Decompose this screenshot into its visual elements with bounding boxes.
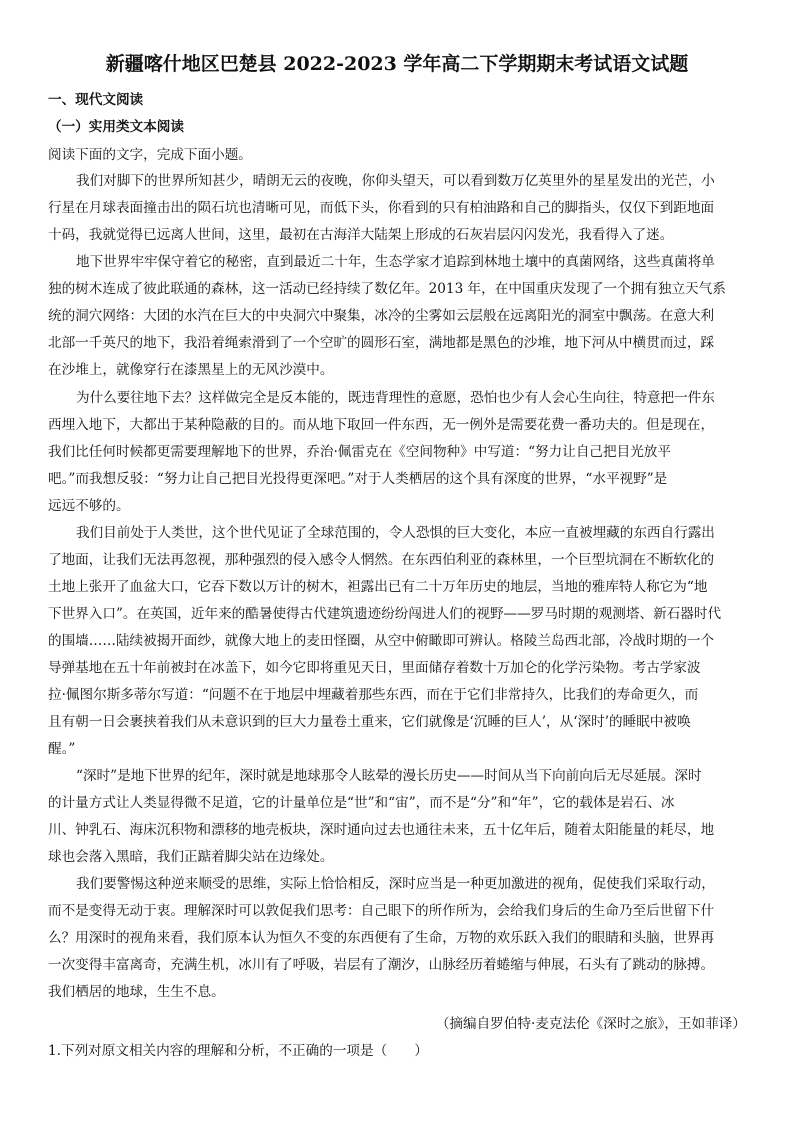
body-line: 我们目前处于人类世，这个世代见证了全球范围的，令人恐惧的巨大变化，本应一直被埋藏的东西自行露出 — [76, 525, 715, 541]
body-line: 导弹基地在五十年前被封在冰盖下，如今它即将重见天日，里面储存着数十万加仑的化学污染物。考古学家波 — [48, 660, 701, 676]
body-line: 行星在月球表面撞击出的陨石坑也清晰可见，而低下头，你看到的只有柏油路和自己的脚指头，仅仅下到距地面 — [48, 200, 715, 216]
body-line: 为什么要往地下去？这样做完全是反本能的，既违背理性的意愿，恐怕也少有人会心生向往，特意把一件东 — [76, 390, 715, 406]
body-line: 了地面，让我们无法再忽视，那种强烈的侵入感令人惘然。在东西伯利亚的森林里，一个巨型坑洞在不断软化的 — [48, 552, 715, 568]
instruction: 阅读下面的文字，完成下面小题。 — [48, 147, 252, 163]
body-line: 吧。”而我想反驳：“努力让自己把目光投得更深吧。”对于人类栖居的这个具有深度的世界，“水平视野”是 — [48, 471, 668, 487]
question-1: 1.下列对原文相关内容的理解和分析，不正确的一项是（ ） — [48, 1043, 428, 1059]
citation: （摘编自罗伯特·麦克法伦《深时之旅》，王如菲译） — [435, 1016, 746, 1032]
body-line: 远远不够的。 — [48, 498, 130, 514]
body-line: 的计量方式让人类显得微不足道，它的计量单位是“世”和“宙”，而不是“分”和“年”，它的载体是岩石、冰 — [48, 795, 675, 811]
body-line: 地下世界牢牢保守着它的秘密，直到最近二十年，生态学家才追踪到林地土壤中的真菌网络，这些真菌将单 — [76, 254, 715, 270]
body-line: 醒。” — [48, 741, 76, 757]
body-line: 北部一千英尺的地下，我沿着绳索滑到了一个空旷的圆形石室，满地都是黑色的沙堆，地下河从中横贯而过，踩 — [48, 335, 715, 351]
body-line: 我们比任何时候都更需要理解地下的世界，乔治·佩雷克在《空间物种》中写道：“努力让自己把目光放平 — [48, 444, 671, 460]
body-line: 川、钟乳石、海床沉积物和漂移的地壳板块，深时通向过去也通往未来，五十亿年后，随着太阳能量的耗尽，地 — [48, 822, 715, 838]
body-line: 的围墙……陆续被揭开面纱，就像大地上的麦田怪圈，从空中俯瞰即可辨认。格陵兰岛西北部，冷战时期的一个 — [48, 633, 715, 649]
page-title: 新疆喀什地区巴楚县 2022-2023 学年高二下学期期末考试语文试题 — [105, 53, 689, 75]
body-line: 球也会落入黑暗，我们正踮着脚尖站在边缘处。 — [48, 849, 334, 865]
body-line: 而不是变得无动于衷。理解深时可以敦促我们思考：自己眼下的所作所为，会给我们身后的生命乃至后世留下什 — [48, 903, 715, 919]
body-line: 统的洞穴网络：大团的水汽在巨大的中央洞穴中聚集，冰冷的尘雾如云层般在远离阳光的洞室中飘荡。在意大利 — [48, 308, 715, 324]
body-line: 十码，我就觉得已远离人世间，这里，最初在古海洋大陆架上形成的石灰岩层闪闪发光，我看得入了迷。 — [48, 227, 674, 243]
body-line: 我们栖居的地球，生生不息。 — [48, 984, 225, 1000]
subsection-heading: （一）实用类文本阅读 — [48, 119, 184, 135]
body-line: 拉·佩图尔斯多蒂尔写道：“问题不在于地层中埋藏着那些东西，而在于它们非常持久，比我们的寿命更久，而 — [48, 687, 699, 703]
body-line: 一次变得丰富离奇，充满生机，冰川有了呼吸，岩层有了潮汐，山脉经历着蜷缩与伸展，石头有了跳动的脉搏。 — [48, 957, 715, 973]
body-line: “深时”是地下世界的纪年，深时就是地球那令人眩晕的漫长历史——时间从当下向前向后无尽延展。深时 — [76, 768, 702, 784]
body-line: 且有朝一日会裹挟着我们从未意识到的巨大力量卷土重来，它们就像是‘沉睡的巨人’，从‘深时’的睡眠中被唤 — [48, 714, 691, 730]
body-line: 西埋入地下，大都出于某种隐蔽的目的。而从地下取回一件东西，无一例外是需要花费一番功夫的。但是现在， — [48, 417, 715, 433]
body-line: 在沙堆上，就像穿行在漆黑星上的无风沙漠中。 — [48, 362, 334, 378]
section-heading: 一、现代文阅读 — [48, 92, 144, 108]
body-line: 我们要警惕这种逆来顺受的思维，实际上恰恰相反，深时应当是一种更加激进的视角，促使我们采取行动， — [76, 876, 715, 892]
body-line: 我们对脚下的世界所知甚少，晴朗无云的夜晚，你仰头望天，可以看到数万亿英里外的星星发出的光芒，小 — [76, 173, 715, 189]
body-line: 么？用深时的视角来看，我们原本认为恒久不变的东西便有了生命，万物的欢乐跃入我们的眼睛和头脑，世界再 — [48, 930, 715, 946]
body-line: 独的树木连成了彼此联通的森林，这一活动已经持续了数亿年。2013 年，在中国重庆发现了一个拥有独立天气系 — [48, 281, 726, 297]
body-line: 下世界入口”。在英国，近年来的酷暑使得古代建筑遗迹纷纷闯进人们的视野——罗马时期的观测塔、新石器时代 — [48, 606, 722, 622]
body-line: 土地上张开了血盆大口，它吞下数以万计的树木，袒露出已有二十万年历史的地层，当地的雅库特人称它为“地 — [48, 579, 708, 595]
